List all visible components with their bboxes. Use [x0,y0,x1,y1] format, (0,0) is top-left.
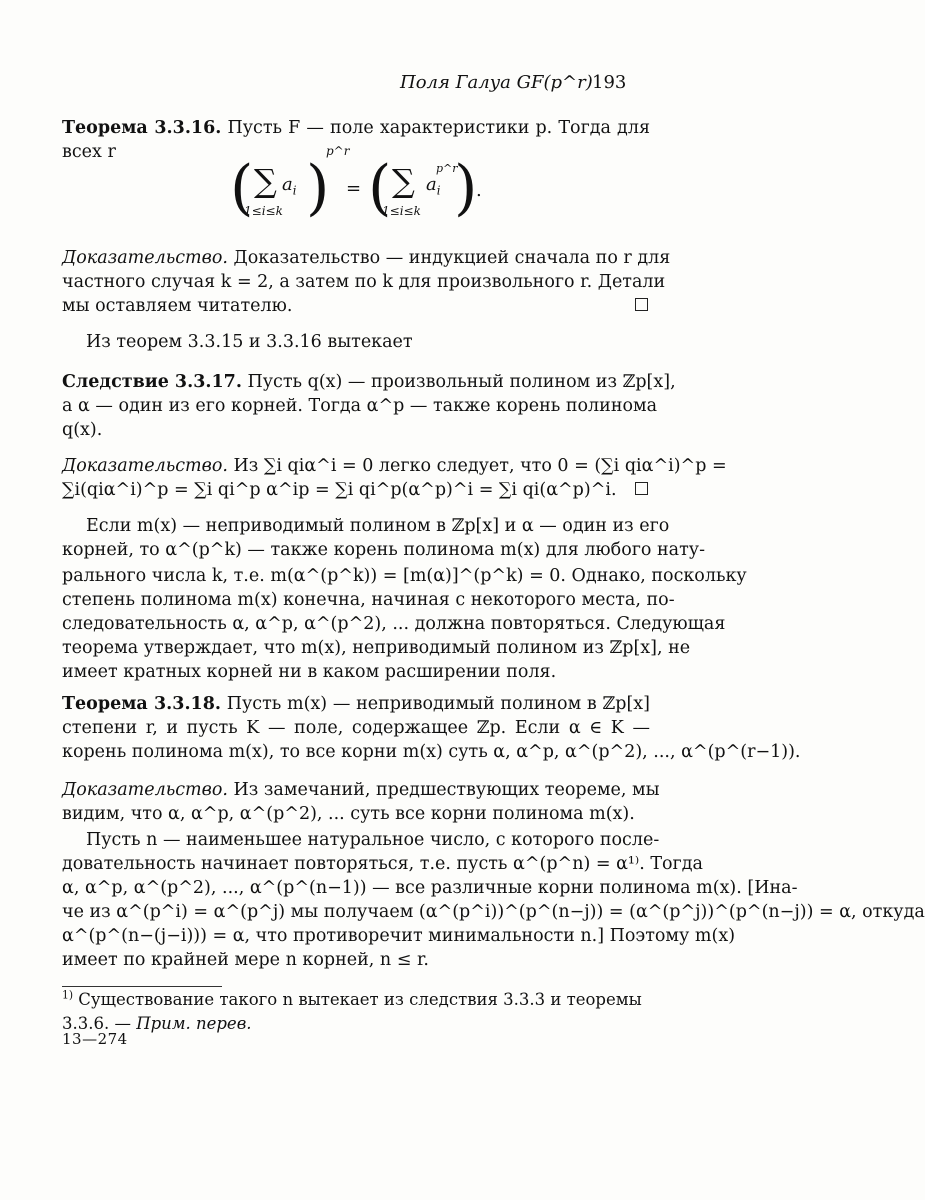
running-header-text: Поля Галуа GF(p^r) [400,72,593,93]
corollary-3317-text1: Пусть q(x) — произвольный полином из ℤp[x], [247,372,676,392]
page-number: 193 [592,72,627,93]
proof-3317-text1: Из ∑i qiα^i = 0 легко следует, что 0 = (∑i qiα^i)^p = [233,456,727,476]
theorem-3316-line1 [62,116,650,141]
footnote-rule [62,986,222,987]
proof-3316-text1: Доказательство — индукцией сначала по r для [233,248,671,268]
footnote-line1 [62,988,650,1012]
formula-3316: ( ∑ $a_i$ 1≤i≤k ) p^r = ( ∑ $a_i$ p^r 1≤i≤k ) . [230,144,482,223]
theorem-3318-text1: Пусть m(x) — неприводимый полином в ℤp[x] [226,694,650,714]
qed-box [635,482,648,495]
proof-3318-label: Доказательство. [62,780,228,800]
formula-lhs-term-sub: i [292,183,297,198]
footnote-note: Прим. перев. [136,1014,252,1033]
paragraph-1-line: следовательность α, α^p, α^(p^2), ... должна повторяться. Следующая [62,614,726,634]
paragraph-2-line: довательность начинает повторяться, т.е. пусть α^(p^n) = α¹⁾. Тогда [62,854,703,874]
intro-line: Из теорем 3.3.15 и 3.3.16 вытекает [86,332,413,352]
paragraph-1-line: рального числа k, т.е. m(α^(p^k)) = [m(α)]^(p^k) = 0. Однако, поскольку [62,566,747,586]
proof-3317-line2: ∑i(qiα^i)^p = ∑i qi^p α^ip = ∑i qi^p(α^p)^i = ∑i qi(α^p)^i. [62,480,617,500]
theorem-3316-line2: всех r [62,142,116,162]
formula-equals: = [346,178,362,199]
formula-outer-exp: p^r [326,144,350,158]
paragraph-2-line: Пусть n — наименьшее натуральное число, с которого после- [86,830,660,850]
footnote-text1: Существование такого n вытекает из следствия 3.3.3 и теоремы [78,990,642,1009]
qed-box [635,298,648,311]
paragraph-2-line: α^(p^(n−(j−i))) = α, что противоречит минимальности n.] Поэтому m(x) [62,926,736,946]
proof-3318-line2: видим, что α, α^p, α^(p^2), ... суть все корни полинома m(x). [62,804,635,824]
formula-lhs-sub: 1≤i≤k [244,204,283,218]
formula-rhs-sub: 1≤i≤k [382,204,421,218]
footnote-text2: 3.3.6. — [62,1014,131,1033]
proof-3316-label: Доказательство. [62,248,228,268]
proof-3318-text1: Из замечаний, предшествующих теореме, мы [233,780,660,800]
printer-signature: 13—274 [62,1030,128,1048]
proof-3317-line1 [62,454,727,479]
paragraph-2-line: α, α^p, α^(p^2), ..., α^(p^(n−1)) — все различные корни полинома m(x). [Ина- [62,878,798,898]
theorem-3318-line2: степени r, и пусть K — поле, содержащее ℤp. Если α ∈ K — [62,718,650,738]
proof-3316-line2: частного случая k = 2, а затем по k для произвольного r. Детали [62,272,666,292]
paragraph-1-line: степень полинома m(x) конечна, начиная с некоторого места, по- [62,590,675,610]
running-header [400,72,593,93]
theorem-3316-label: Теорема 3.3.16. [62,118,222,138]
footnote-line2 [62,1012,650,1036]
formula-rhs-term-exp: p^r [436,162,458,175]
formula-rhs-term-sub: i [436,183,441,198]
proof-3316-line1 [62,246,671,271]
paragraph-1-line: имеет кратных корней ни в каком расширении поля. [62,662,557,682]
corollary-3317-label: Следствие 3.3.17. [62,372,242,392]
paragraph-2-line: че из α^(p^i) = α^(p^j) мы получаем (α^(p^i))^(p^(n−j)) = (α^(p^j))^(p^(n−j)) = α, откуда [62,902,925,922]
paragraph-1-line: корней, то α^(p^k) — также корень полинома m(x) для любого нату- [62,540,705,560]
corollary-3317-line1 [62,370,676,395]
paragraph-1-line: Если m(x) — неприводимый полином в ℤp[x] и α — один из его [86,516,670,536]
theorem-3318-line3: корень полинома m(x), то все корни m(x) суть α, α^p, α^(p^2), ..., α^(p^(r−1)). [62,742,801,762]
proof-3317-label: Доказательство. [62,456,228,476]
proof-3316-line3: мы оставляем читателю. [62,296,293,316]
corollary-3317-line2: а α — один из его корней. Тогда α^p — также корень полинома [62,396,658,416]
proof-3318-line1 [62,778,660,803]
theorem-3318-line1 [62,692,650,717]
paragraph-2-line: имеет по крайней мере n корней, n ≤ r. [62,950,429,970]
paragraph-1-line: теорема утверждает, что m(x), неприводимый полином из ℤp[x], не [62,638,691,658]
corollary-3317-line3: q(x). [62,420,103,440]
theorem-3316-text1: Пусть F — поле характеристики p. Тогда для [227,118,650,138]
formula-rhs-term: a [426,174,437,195]
footnote-marker: 1) [62,988,74,1002]
formula-lhs-term: a [282,174,293,195]
theorem-3318-label: Теорема 3.3.18. [62,694,221,714]
